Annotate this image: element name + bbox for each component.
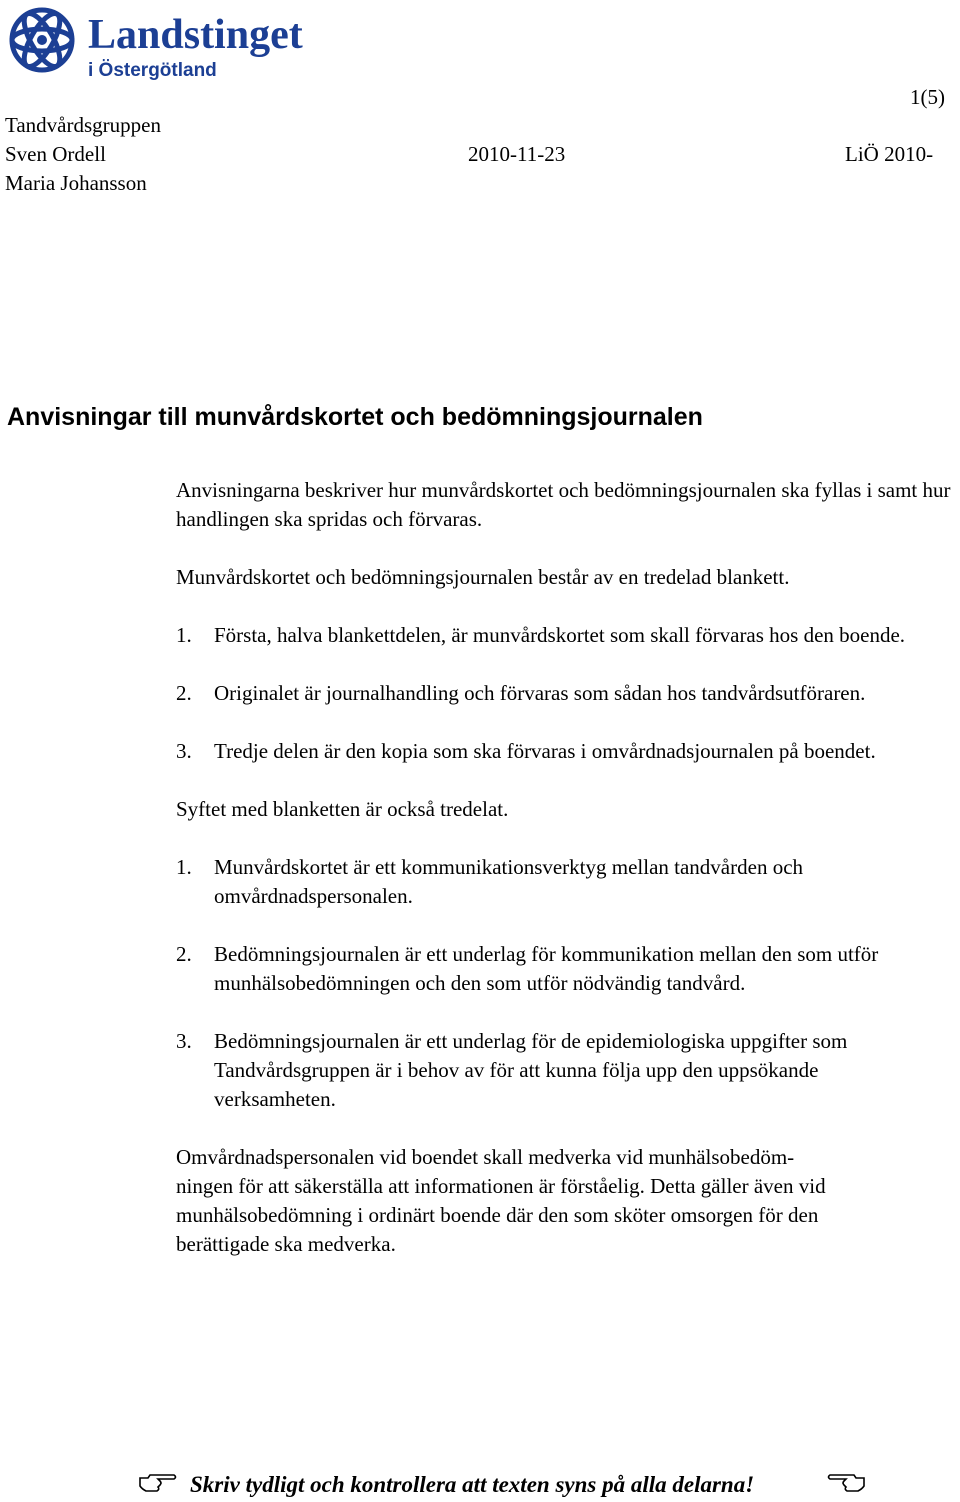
list-item: 2. Bedömningsjournalen är ett underlag för kommunikation mellan den som utför munhälsobedömningen och den som utför nödvändig tandvård.	[176, 942, 879, 995]
form-parts-list	[176, 621, 960, 766]
logo-graphic	[4, 2, 324, 82]
pointing-hand-right-icon	[138, 1472, 178, 1494]
landstinget-logo	[4, 2, 324, 82]
list-item: 3. Bedömningsjournalen är ett underlag för de epidemiologiska uppgifter som Tandvårdsgruppen är i behov av för att kunna följa upp den uppsökande verksamheten.	[176, 1029, 848, 1111]
list-item: 3. Tredje delen är den kopia som ska förvaras i omvårdnadsjournalen på boendet.	[176, 739, 876, 763]
department: Tandvårdsgruppen	[5, 113, 161, 137]
document-reference: LiÖ 2010-	[845, 142, 934, 166]
author-2: Maria Johansson	[5, 171, 147, 195]
form-intro: Munvårdskortet och bedömningsjournalen består av en tredelad blankett.	[176, 565, 790, 589]
footer-note: Skriv tydligt och kontrollera att texten syns på alla delarna!	[190, 1472, 755, 1497]
list-item: 2. Originalet är journalhandling och förvaras som sådan hos tandvårdsutföraren.	[176, 681, 866, 705]
list-item: 1. Munvårdskortet är ett kommunikationsverktyg mellan tandvården och omvårdnadspersonalen.	[176, 855, 804, 908]
page-number: 1(5)	[910, 85, 945, 109]
purpose-intro: Syftet med blanketten är också tredelat.	[176, 797, 509, 821]
pointing-hand-left-icon	[826, 1472, 866, 1494]
purposes-list	[176, 853, 936, 1114]
logo-name: Landstinget	[88, 12, 303, 58]
intro-paragraph: Anvisningarna beskriver hur munvårdskortet och bedömningsjournalen ska fyllas i samt hur handlingen ska spridas och förvaras.	[176, 478, 951, 531]
list-item: 1. Första, halva blankettdelen, är munvårdskortet som skall förvaras hos den boende.	[176, 623, 906, 647]
author-1: Sven Ordell	[5, 142, 106, 166]
logo-region: i Östergötland	[88, 60, 217, 81]
document-date: 2010-11-23	[468, 142, 566, 166]
document-body	[176, 476, 960, 1259]
document-title: Anvisningar till munvårdskortet och bedömningsjournalen	[7, 403, 703, 431]
closing-paragraph: Omvårdnadspersonalen vid boendet skall medverka vid munhälsobedöm- ningen för att säkerställa att informationen är förståelig. Detta gäller även vid munhälsobedömning i ordinärt boende där den som sköter omsorgen för den berättigade ska medverka.	[176, 1145, 826, 1256]
